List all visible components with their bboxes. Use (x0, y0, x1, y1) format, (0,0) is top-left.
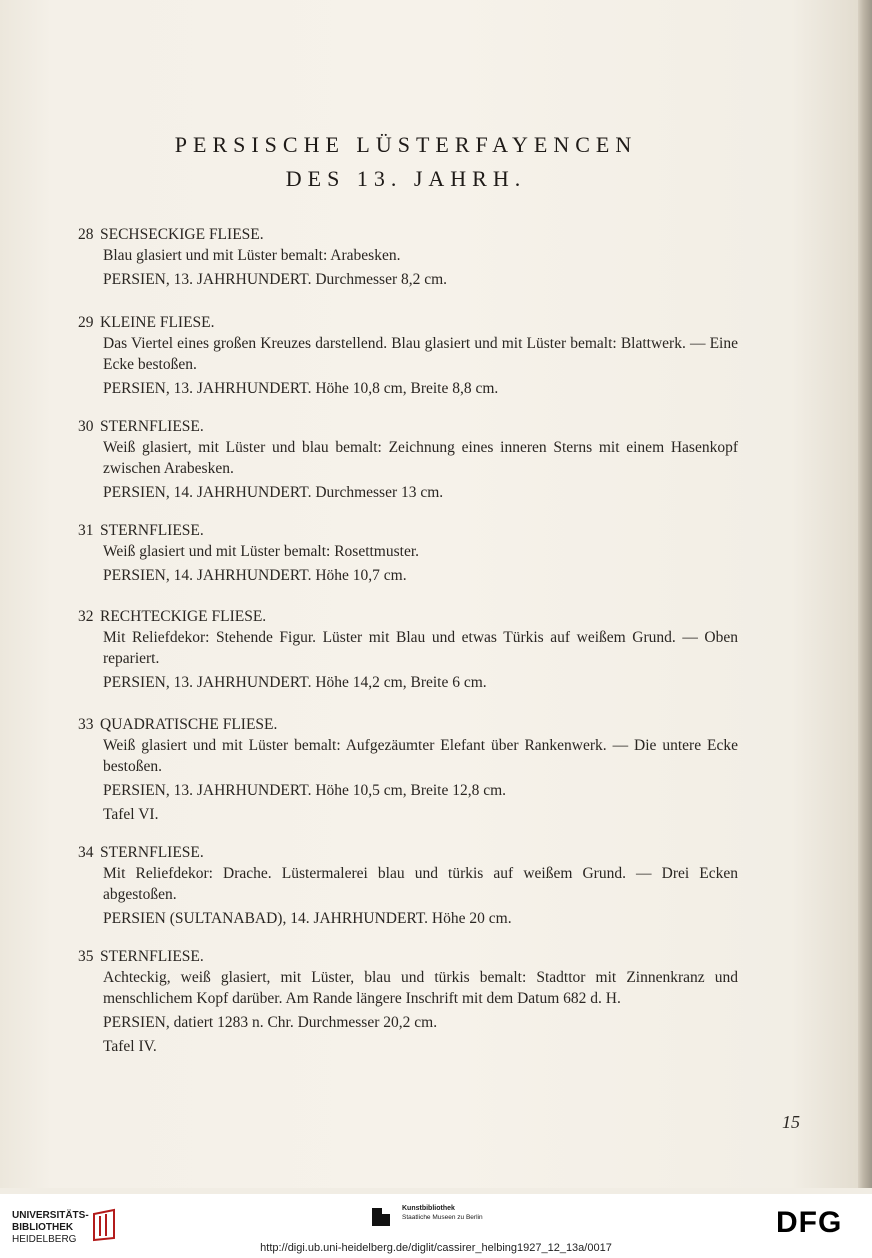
kunstbibliothek-logo[interactable] (372, 1204, 483, 1222)
viewer-footer (0, 1194, 872, 1258)
entry-name: STERNFLIESE. (100, 948, 204, 965)
title-line-1: PERSISCHE LÜSTERFAYENCEN (174, 132, 638, 157)
ub-line-2: BIBLIOTHEK (12, 1222, 74, 1233)
entry-origin: PERSIEN, 14. JAHRHUNDERT. Höhe 10,7 cm. (103, 567, 407, 584)
entry-number: 28 (78, 226, 94, 243)
catalog-entry (78, 946, 738, 1060)
entry-plate: Tafel VI. (103, 806, 159, 823)
entry-origin: PERSIEN, 13. JAHRHUNDERT. Höhe 10,5 cm, Breite 12,8 cm. (103, 782, 507, 799)
catalog-entry (78, 416, 738, 506)
entry-description: Weiß glasiert, mit Lüster und blau bemalt: Zeichnung eines inneren Sterns mit einem Hasenkopf zwischen Arabesken. (103, 439, 738, 477)
entry-number: 33 (78, 716, 94, 733)
entry-number: 30 (78, 418, 94, 435)
entry-name: STERNFLIESE. (100, 844, 204, 861)
ub-heidelberg-text[interactable] (12, 1210, 89, 1246)
entry-name: KLEINE FLIESE. (100, 314, 215, 331)
kb-line-2: Staatliche Museen zu Berlin (402, 1214, 483, 1221)
catalog-entry (78, 224, 738, 293)
entry-number: 31 (78, 522, 94, 539)
entry-number: 34 (78, 844, 94, 861)
catalog-entry (78, 714, 738, 828)
entry-description: Das Viertel eines großen Kreuzes darstellend. Blau glasiert und mit Lüster bemalt: Blattwerk. — Eine Ecke bestoßen. (103, 335, 738, 373)
entry-name: SECHSECKIGE FLIESE. (100, 226, 264, 243)
dfg-logo[interactable]: DFG (776, 1206, 843, 1239)
page-number: 15 (782, 1112, 800, 1132)
permalink-url[interactable]: http://digi.ub.uni-heidelberg.de/diglit/cassirer_helbing1927_12_13a/0017 (260, 1242, 612, 1254)
entry-origin: PERSIEN (SULTANABAD), 14. JAHRHUNDERT. Höhe 20 cm. (103, 910, 512, 927)
entry-description: Blau glasiert und mit Lüster bemalt: Arabesken. (103, 247, 401, 264)
entry-number: 35 (78, 948, 94, 965)
catalog-entry (78, 606, 738, 696)
entry-number: 32 (78, 608, 94, 625)
kb-line-1: Kunstbibliothek (402, 1205, 455, 1212)
ub-line-1: UNIVERSITÄTS- (12, 1210, 89, 1221)
ub-heidelberg-logo-icon[interactable] (88, 1208, 120, 1242)
ub-line-3: HEIDELBERG (12, 1234, 77, 1245)
catalog-entry (78, 842, 738, 932)
catalog-entry (78, 312, 738, 402)
entry-number: 29 (78, 314, 94, 331)
entry-origin: PERSIEN, datiert 1283 n. Chr. Durchmesser 20,2 cm. (103, 1014, 438, 1031)
kunstbibliothek-mark-icon (372, 1206, 394, 1228)
entry-name: STERNFLIESE. (100, 522, 204, 539)
entry-name: STERNFLIESE. (100, 418, 204, 435)
entry-description: Weiß glasiert und mit Lüster bemalt: Rosettmuster. (103, 543, 420, 560)
entry-description: Mit Reliefdekor: Stehende Figur. Lüster mit Blau und etwas Türkis auf weißem Grund. — Oben repariert. (103, 629, 738, 667)
page-edge (858, 0, 872, 1188)
title-line-2: DES 13. JAHRH. (285, 166, 527, 191)
entry-description: Weiß glasiert und mit Lüster bemalt: Aufgezäumter Elefant über Rankenwerk. — Die untere Ecke bestoßen. (103, 737, 738, 775)
entry-origin: PERSIEN, 13. JAHRHUNDERT. Höhe 10,8 cm, Breite 8,8 cm. (103, 380, 499, 397)
entry-description: Achteckig, weiß glasiert, mit Lüster, blau und türkis bemalt: Stadttor mit Zinnenkranz und menschlichem Kopf darüber. Am Rande längere Inschrift mit dem Datum 682 d. H. (103, 969, 738, 1007)
entry-plate: Tafel IV. (103, 1038, 157, 1055)
entry-origin: PERSIEN, 14. JAHRHUNDERT. Durchmesser 13 cm. (103, 484, 444, 501)
entry-origin: PERSIEN, 13. JAHRHUNDERT. Höhe 14,2 cm, Breite 6 cm. (103, 674, 487, 691)
catalog-entry (78, 520, 738, 589)
entry-description: Mit Reliefdekor: Drache. Lüstermalerei blau und türkis auf weißem Grund. — Drei Ecken abgestoßen. (103, 865, 738, 903)
entry-name: RECHTECKIGE FLIESE. (100, 608, 267, 625)
entry-name: QUADRATISCHE FLIESE. (100, 716, 278, 733)
entry-origin: PERSIEN, 13. JAHRHUNDERT. Durchmesser 8,2 cm. (103, 271, 448, 288)
